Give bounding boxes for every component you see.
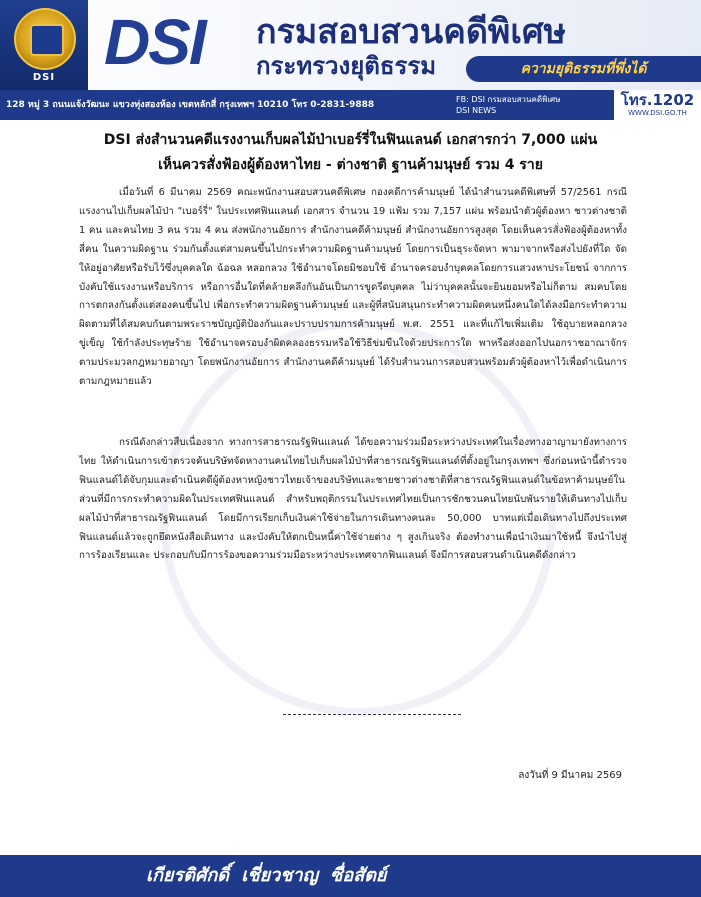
shield-icon (30, 24, 64, 56)
title-line-2: เห็นควรสั่งฟ้องผู้ต้องหาไทย - ต่างชาติ ฐานค้ามนุษย์ รวม 4 ราย (158, 157, 543, 173)
office-address: 128 หมู่ 3 ถนนแจ้งวัฒนะ แขวงทุ่งสองห้อง เขตหลักสี่ กรุงเทพฯ 10210 โทร 0-2831-9888 (6, 100, 375, 110)
slogan-badge: ความยุติธรรมที่พึ่งได้ (466, 56, 701, 82)
dsi-seal-icon (14, 8, 76, 70)
dsi-logo (0, 0, 88, 90)
social-info (456, 94, 560, 116)
title-line-1: DSI ส่งสำนวนคดีแรงงานเก็บผลไม้ป่าเบอร์รี่ในฟินแลนด์ เอกสารกว่า 7,000 แผ่น (103, 132, 598, 148)
body-paragraph-1: เมื่อวันที่ 6 มีนาคม 2569 คณะพนักงานสอบสวนคดีพิเศษ กองคดีการค้ามนุษย์ ได้นำสำนวนคดีพิเศษที่ 57/2561 กรณี แรงงานไปเก็บผลไม้ป่า "เบอร์รี่" ในประเทศฟินแลนด์ เอกสาร จำนวน 19 แฟ้ม รวม 7,157 แผ่น พร้อมนำตัวผู้ต้องหา ชาวต่างชาติ 1 คน และคนไทย 3 คน รวม 4 คน ส่งพนักงานอัยการ สำนักงานคดีค้ามนุษย์ สำนักงานอัยการสูงสุด โดยเห็นควรสั่งฟ้องผู้ต้องหาทั้งสี่คน ในความผิดฐาน ร่วมกันตั้งแต่สามคนขึ้นไปกระทำความผิดฐานค้ามนุษย์ โดยการเป็นธุระจัดหา พามาจากหรือส่งไปยังที่ใด จัดให้อยู่อาศัยหรือรับไว้ซึ่งบุคคลใด ฉ้อฉล หลอกลวง ใช้อำนาจโดยมิชอบใช้ อำนาจครอบงำบุคคลโดยการแสวงหาประโยชน์ จากการบังคับใช้แรงงานหรือบริการ หรือการอื่นใดที่คล้ายคลึงกันอันเป็นการขูดรีดบุคคล ไม่ว่าบุคคลนั้นจะยินยอมหรือไม่ก็ตาม สมคบโดยการตกลงกันตั้งแต่สองคนขึ้นไป เพื่อกระทำความผิดฐานค้ามนุษย์ และผู้ที่สนับสนุนกระทำความผิดคนหนึ่งคนใดได้ลงมือกระทำความผิดตามที่ได้สมคบกันตามพระราชบัญญัติป้องกันและปราบปรามการค้ามนุษย์ พ.ศ. 2551 และที่แก้ไขเพิ่มเติม ใช้อุบายหลอกลวงขู่เข็ญ ใช้กำลังประทุษร้าย ใช้อำนาจครอบงำผิดคลองธรรมหรือใช้วิธีข่มขืนใจด้วยประการใด พาหรือส่งออกไปนอกราชอาณาจักร ตามประมวลกฎหมายอาญา โดยพนักงานอัยการ สำนักงานคดีค้ามนุษย์ ได้รับสำนวนการสอบสวนพร้อมตัวผู้ต้องหาไว้เพื่อดำเนินการตามกฎหมายแล้ว (79, 187, 627, 388)
contact-bar (0, 90, 701, 120)
hotline-box (614, 90, 701, 120)
body-paragraph-2: กรณีดังกล่าวสืบเนื่องจาก ทางการสาธารณรัฐฟินแลนด์ ได้ขอความร่วมมือระหว่างประเทศในเรื่องทางอาญามายังทางการไทย ให้ดำเนินการเข้าตรวจค้นบริษัทจัดหางานคนไทยไปเก็บผลไม้ป่าที่สาธารณรัฐฟินแลนด์ที่ตั้งอยู่ในกรุงเทพฯ ซึ่งก่อนหน้านี้ตำรวจฟินแลนด์ได้จับกุมและดำเนินคดีผู้ต้องหาหญิงชาวไทยเจ้าของบริษัทและชายชาวต่างชาติที่สาธารณรัฐฟินแลนด์ในข้อหาค้ามนุษย์ในส่วนที่มีการกระทำความผิดในประเทศฟินแลนด์ สำหรับพฤติกรรมในประเทศไทยเป็นการชักชวนคนไทยนับพันรายให้เดินทางไปเก็บผลไม้ป่าที่สาธารณรัฐฟินแลนด์ โดยมีการเรียกเก็บเงินค่าใช้จ่ายในการเดินทางคนละ 50,000 บาทแต่เมื่อเดินทางไปถึงประเทศฟินแลนด์แล้วจะถูกยึดหนังสือเดินทาง และบังคับให้ตกเป็นหนี้ค่าใช้จ่ายต่าง ๆ สูงเกินจริง ต้องทำงานเพื่อนำเงินมาใช้หนี้ จึงนำไปสู่การร้องเรียนและ ประกอบกับมีการร้องขอความร่วมมือระหว่างประเทศจากฟินแลนด์ จึงมีการสอบสวนดำเนินคดีดังกล่าว (79, 437, 627, 562)
signed-date: ลงวันที่ 9 มีนาคม 2569 (518, 770, 622, 781)
brand-wordmark: DSI (104, 6, 205, 78)
press-release-title (20, 128, 681, 178)
footer-motto: เกียรติศักดิ์ เชี่ยวชาญ ซื่อสัตย์ (146, 865, 387, 886)
footer-bar (0, 855, 701, 897)
news-label: DSI NEWS (456, 106, 497, 115)
logo-text: DSI (32, 72, 56, 83)
section-divider (283, 714, 461, 715)
letterhead (0, 0, 701, 90)
department-name: กรมสอบสวนคดีพิเศษ (256, 12, 566, 52)
facebook-page-label: FB: DSI กรมสอบสวนคดีพิเศษ (456, 95, 561, 104)
ministry-name: กระทรวงยุติธรรม (256, 52, 437, 80)
website-url: WWW.DSI.GO.TH (628, 109, 687, 117)
hotline-number: โทร.1202 (620, 91, 695, 109)
